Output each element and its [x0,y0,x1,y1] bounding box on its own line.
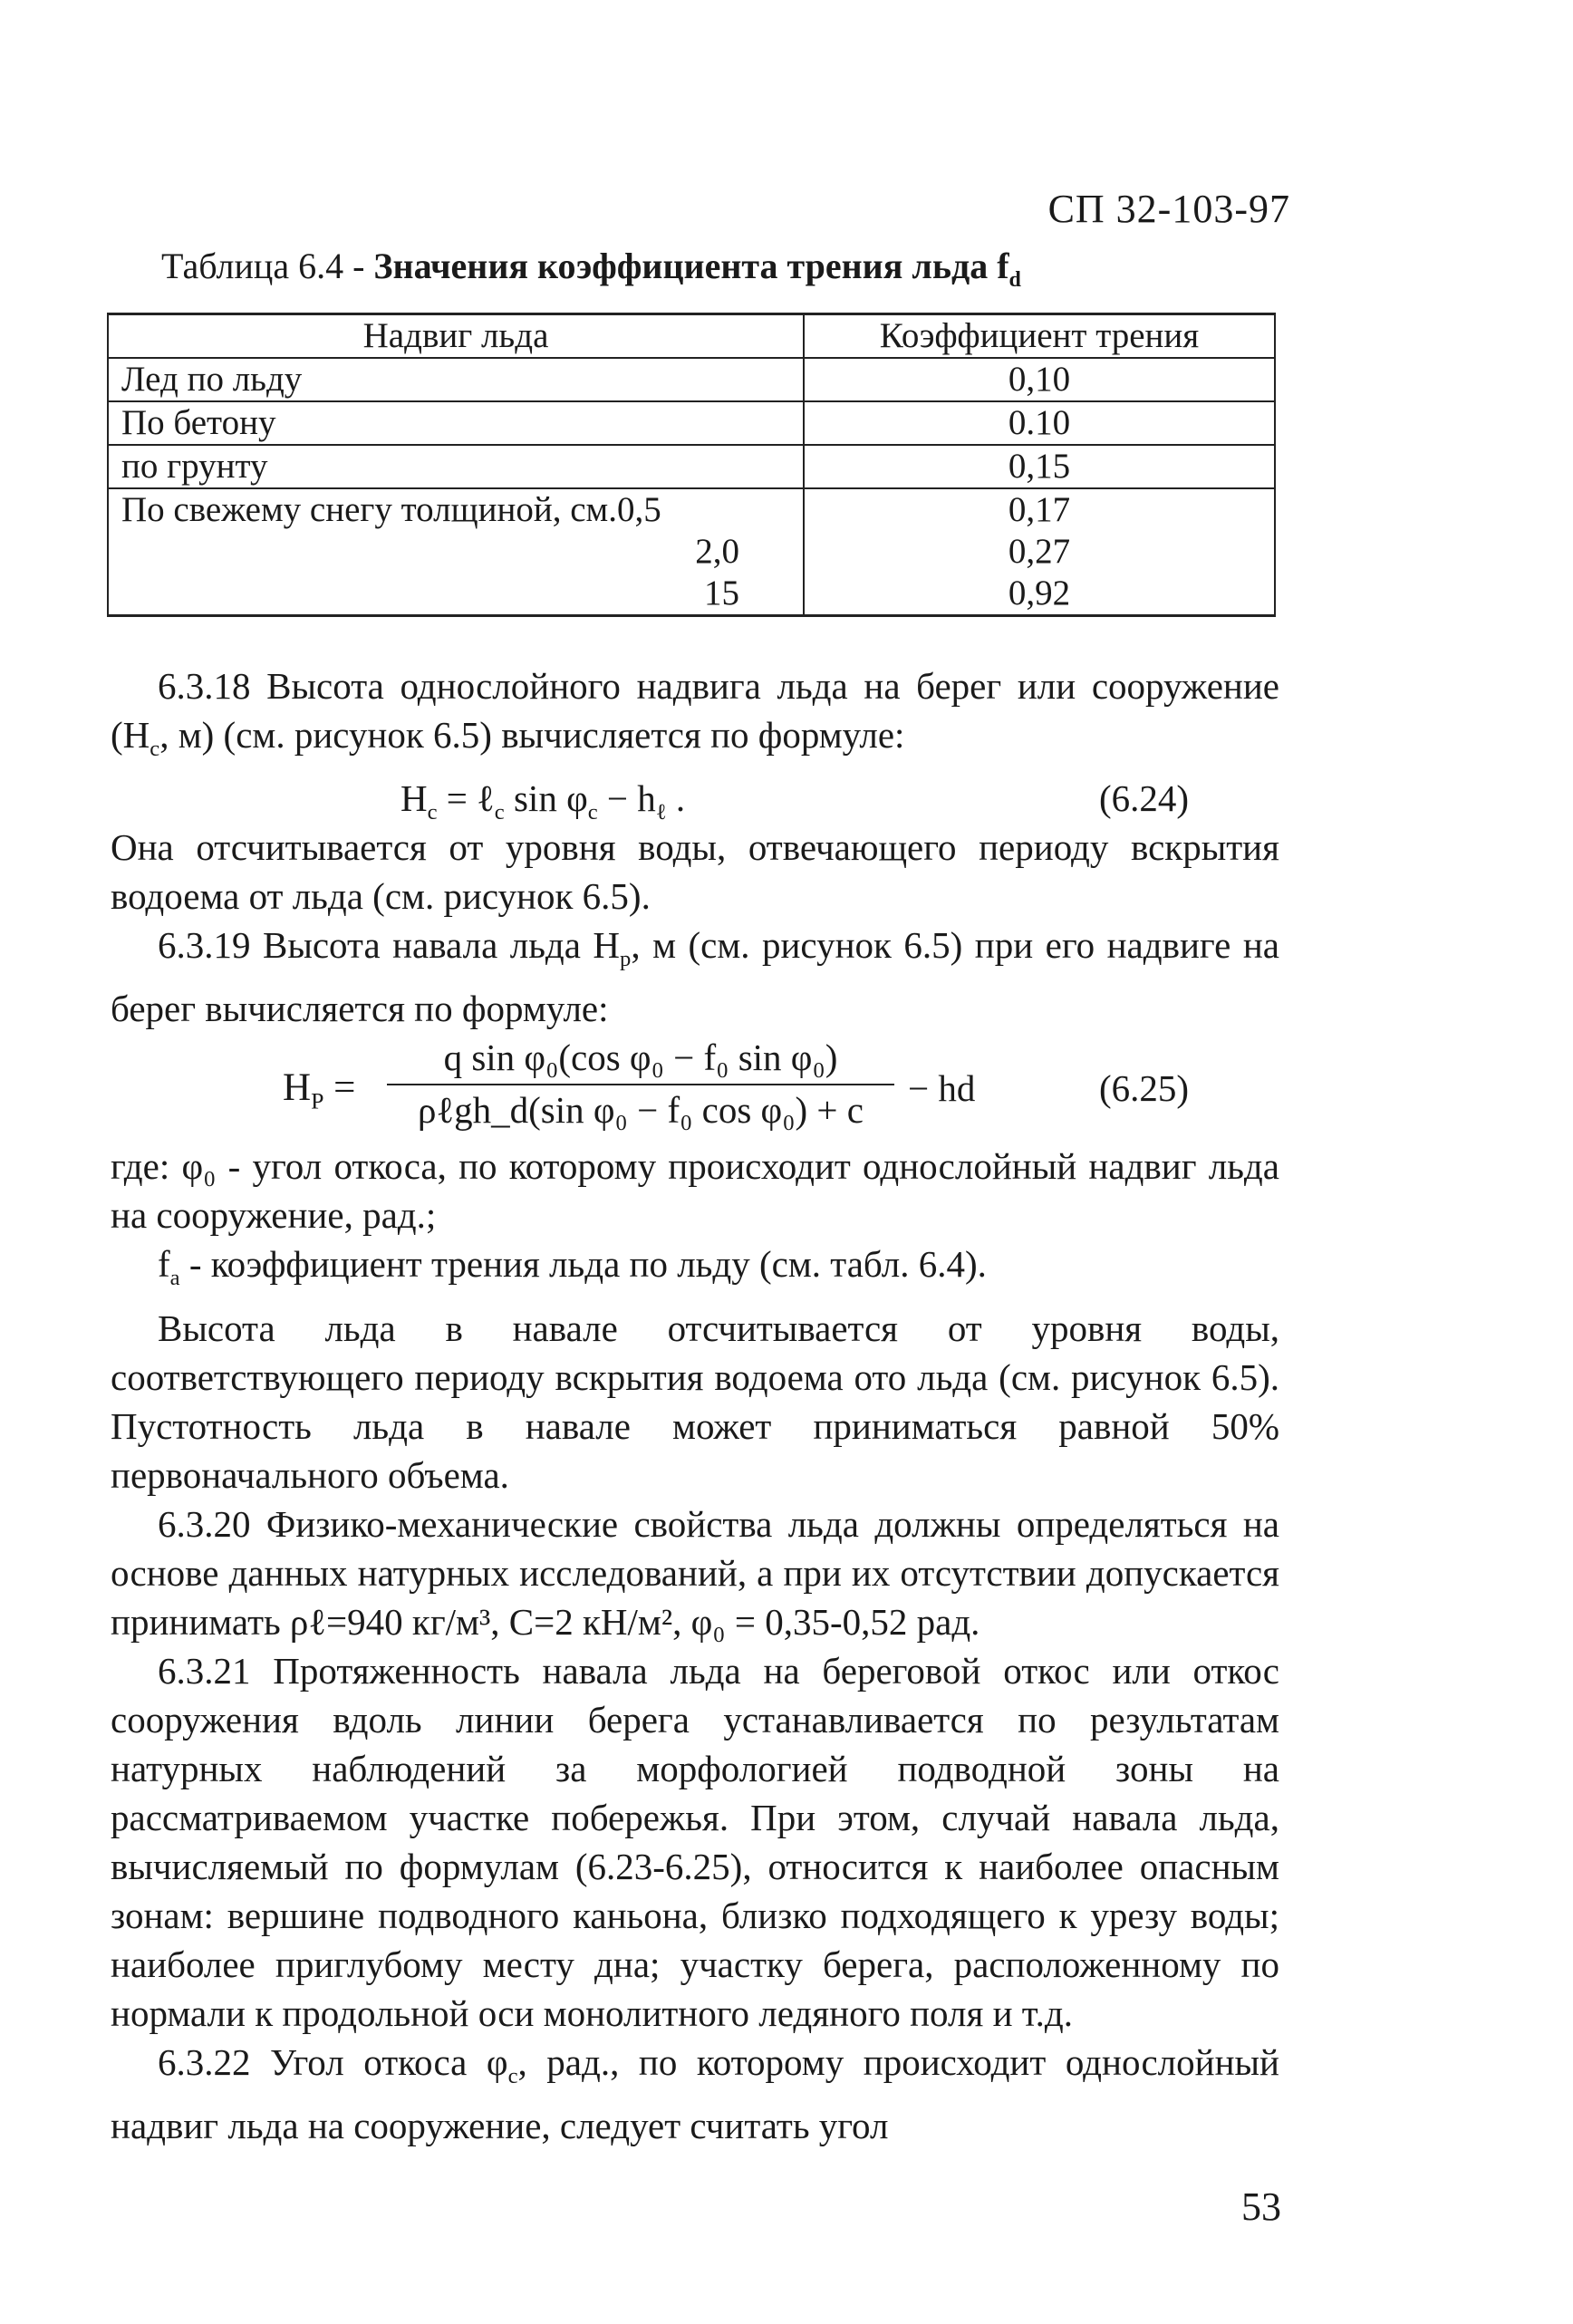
row-value: 0.10 [804,401,1275,445]
paragraph-fa [111,1239,1279,1303]
friction-table [107,313,1276,617]
text-sub: P [311,1087,324,1114]
body-text [111,661,1279,2150]
text-span: = [323,1066,356,1110]
text-span: f [158,1243,170,1286]
row-value: 0,17 [804,488,1275,531]
formula-tail: − hd [908,1067,976,1110]
text-span: - коэффициент трения льда по льду (см. табл. 6.4). [179,1243,987,1286]
page-number: 53 [1241,2184,1281,2229]
row-value: 0,92 [804,573,1275,616]
row-value: 0,27 [804,531,1275,573]
col-header-ice-thrust: Надвиг льда [108,314,804,359]
table-header-row [108,314,1275,359]
text-span: sin φ [504,777,588,820]
text-span: , м (см. рисунок 6.5) при его надвиге на берег вычисляется по формуле: [111,924,1279,1030]
table-row [108,401,1275,445]
table-row [108,358,1275,401]
formula-denominator: ρℓgh_d(sin φ₀ − f₀ cos φ₀) + c [418,1089,864,1132]
text-sub: c [427,800,438,825]
table-caption [161,245,1021,293]
formula-number: (6.24) [1098,777,1189,820]
formula-expression [400,774,685,837]
row-label: 2,0 [108,531,804,573]
text-span: H [400,777,428,820]
text-span: = ℓ [437,777,495,820]
row-value: 0,15 [804,445,1275,488]
text-span: , рад., по которому происходит однослойный надвиг льда на сооружение, следует считать угол [111,2040,1279,2146]
text-span: − h [597,777,656,820]
paragraph-6-3-21: 6.3.21 Протяженность навала льда на береговой откос или откос сооружения вдоль линии берега устанавливается по результатам натурных наблюдений за морфологией подводной зоны на рассматриваемом участке побережья. При этом, случай навала льда, вычисляемый по формулам (6.23-6.25), относится к наиболее опасным зонам: вершине подводного каньона, близко подходящего к урезу воды; наиболее приглубому месту дна; участку берега, расположенному по нормали к продольной оси монолитного ледяного поля и т.д. [111,1649,1279,2034]
paragraph: Высота льда в навале отсчитывается от уровня воды, соответствующего периоду вскрытия водоема ото льда (см. рисунок 6.5). Пустотность льда в навале может приниматься равной 50% первоначального объема. [111,1307,1279,1496]
table-row [108,573,1275,616]
row-label: По свежему снегу толщиной, см.0,5 [108,488,804,531]
formula-fraction [387,1033,894,1134]
paragraph-6-3-22 [111,2038,1279,2150]
table-row [108,445,1275,488]
formula-number: (6.25) [1098,1067,1189,1110]
formula-numerator: q sin φ₀(cos φ₀ − f₀ sin φ₀) [387,1033,894,1085]
col-header-friction: Коэффициент трения [804,314,1275,359]
row-label: 15 [108,573,804,616]
text-span: 6.3.19 Высота навала льда H [158,924,621,967]
table-caption-title: Значения коэффициента трения льда f [373,246,1009,286]
paragraph-where: где: φ₀ - угол откоса, по которому происходит однослойный надвиг льда на сооружение, рад.; [111,1145,1279,1237]
table-caption-prefix: Таблица 6.4 - [161,246,374,286]
table-caption-sub: d [1008,268,1021,292]
paragraph: Она отсчитывается от уровня воды, отвечающего периоду вскрытия водоема от льда (см. рисунок 6.5). [111,826,1279,918]
text-sub: c [150,737,160,762]
formula-lhs [283,1064,355,1126]
text-span: , м) (см. рисунок 6.5) вычисляется по формуле: [159,714,905,756]
table-row [108,488,1275,531]
text-sub: c [507,2063,518,2088]
row-label: По бетону [108,401,804,445]
text-span: H [283,1066,312,1110]
formula-6-25 [111,1033,1279,1142]
text-span: . [666,777,686,820]
text-sub: p [620,947,632,972]
paragraph-6-3-20: 6.3.20 Физико-механические свойства льда должны определяться на основе данных натурных исследований, а при их отсутствии допускается принимать ρℓ=940 кг/м³, С=2 кН/м², φ₀ = 0,35-0,52 рад. [111,1502,1279,1643]
text-sub: c [587,800,598,825]
text-sub: c [494,800,505,825]
document-code: СП 32-103-97 [1047,187,1290,231]
text-sub: ℓ [655,800,667,825]
text-span: 6.3.22 Угол откоса φ [158,2040,508,2083]
row-label: по грунту [108,445,804,488]
table-row [108,531,1275,573]
text-sub: a [169,1266,180,1291]
paragraph-6-3-18 [111,661,1279,774]
row-value: 0,10 [804,358,1275,401]
text-span: 6.3.18 Высота однослойного надвига льда на берег или сооружение (H [111,665,1279,756]
row-label: Лед по льду [108,358,804,401]
paragraph-6-3-19 [111,921,1279,1033]
formula-6-24 [111,774,1279,823]
